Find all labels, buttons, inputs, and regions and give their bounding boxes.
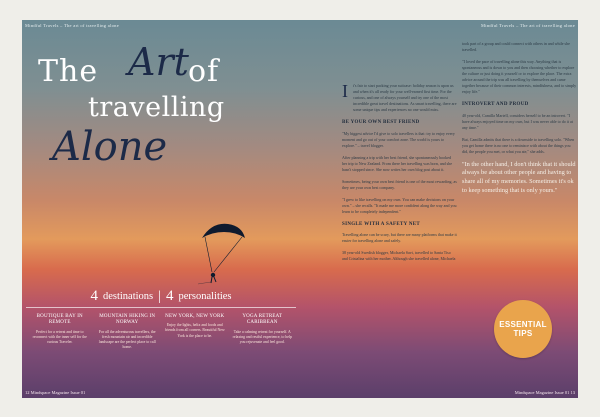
subheading: INTROVERT AND PROUD <box>462 102 529 107</box>
pull-quote-text: "In the other hand, I don't think that it should always be about other people and having to share all of my memories. Sometimes it's ok to keep something that is only yours." <box>462 160 576 194</box>
badge-line-2: TIPS <box>513 329 533 338</box>
running-header-right: Mindful Travels – The art of travelling alone <box>480 23 575 28</box>
title-alone: Alone <box>52 124 168 170</box>
feature-item <box>229 314 297 350</box>
pull-quote <box>462 161 577 196</box>
heading-separator: | <box>158 288 161 304</box>
article-column-2 <box>462 41 577 202</box>
paragraph: "My biggest advice I'd give to solo travellers is that: try to enjoy every moment and go out of your comfort zone. The world is yours to explore." – travel blogger. <box>342 130 455 148</box>
parachute-icon <box>198 220 248 290</box>
article-column-1 <box>342 83 457 268</box>
running-header-left: Mindful Travels – The art of travelling alone <box>25 23 120 28</box>
subheading: BE YOUR OWN BEST FRIEND <box>342 120 420 125</box>
destinations-label: destinations <box>102 291 154 302</box>
features-heading <box>26 288 296 308</box>
feature-text: Take a calming retreat for yourself. A relaxing and restful experience, to help you rejuvenate and feel good. <box>232 329 292 344</box>
left-page <box>22 20 300 398</box>
footer-right: Mindspace Magazine Issue 01 13 <box>514 390 575 395</box>
feature-text: Enjoy the lights, helix and foods and friends from all corners. Beautiful New York is the place to be. <box>164 323 225 338</box>
features-section <box>26 288 296 350</box>
title-art: Art <box>128 40 189 84</box>
footer-left: 12 Mindspace Magazine Issue 01 <box>25 390 86 395</box>
paragraph: took part of a group and could connect with others in and while she travelled. <box>462 41 570 52</box>
paragraph: After planning a trip with her best friend, she spontaneously booked her trip to New Zealand. From there her travelling was born, and she hasn't stopped since. She now writes her own blog post about it. <box>342 154 452 172</box>
paragraph: "I loved the pace of travelling alone this way. Anything that is spontaneous and is down to you and then choosing whether to explore the culture or just doing it yourself or to explore the place. The extra advice around the trip was all travelling by themselves and came together because of their common interests, mindfulness, and to simply enjoy life." <box>462 59 577 94</box>
feature-columns <box>26 314 296 350</box>
feature-title: BOUTIQUE BAY IN REMOTE <box>36 314 83 326</box>
title-the: The <box>38 54 99 89</box>
feature-text: Perfect for a retreat and time to reconnect with the inner self for the curious Traveler. <box>32 329 87 344</box>
feature-title: NEW YORK, NEW YORK <box>165 314 225 319</box>
destinations-count: 4 <box>90 288 98 304</box>
paragraph: But, Camilla admits that there is a downside to travelling solo. "When you get home there is no one to reminisce with about the things you did, the people you met, or what you ate," she adds. <box>462 136 575 154</box>
feature-item <box>161 314 229 350</box>
essential-tips-badge <box>494 300 552 358</box>
subheading: SINGLE WITH A SAFETY NET <box>342 221 421 227</box>
right-page <box>300 20 578 398</box>
lead-paragraph <box>342 83 457 113</box>
feature-item <box>94 314 162 350</box>
badge-line-1: ESSENTIAL <box>499 320 547 329</box>
paragraph: "I grew to like travelling on my own. You can make decisions on your own." – she recalls. "It made me more confident along the way and you learn to be completely independent." <box>342 196 457 214</box>
paragraph: 38 year-old Swedish blogger, Michaela Savi, travelled to Santa Tiso and Cristalina with her mother. Although she travelled alone, Michaela <box>342 250 456 261</box>
paragraph: Travelling alone can be scary, but there are many platforms that make it easier for travelling alone and safely. <box>342 232 457 243</box>
personalities-count: 4 <box>165 288 174 304</box>
title-of: of <box>188 54 220 89</box>
magazine-spread <box>22 20 578 398</box>
lead-text: t's fair to start packing your suitcase: holiday season is upon us and when it's all ready for your well-earned first time. For the curious, and one of always yourself and try one of the most incredible great travel destinations. As smart travelling, there are some unique tips and experiences no one would miss. <box>353 83 457 112</box>
paragraph: Sometimes, being your own best friend is one of the most rewarding, as they are your own best company. <box>342 178 457 190</box>
feature-title: MOUNTAIN HIKING IN NORWAY <box>99 314 156 326</box>
feature-text: For all the adventurous travellers, the fresh mountain air and incredible landscape are the perfect place to call home. <box>98 329 156 349</box>
paragraph: 40 year-old, Camilla Martell, considers herself to be an introvert. "I have always enjoyed time on my own, but I was never able to do it at any time." <box>462 112 573 130</box>
feature-title: YOGA RETREAT CARIBBEAN <box>242 314 283 326</box>
feature-item <box>26 314 94 350</box>
personalities-label: personalities <box>178 291 232 302</box>
drop-cap: I <box>342 81 348 101</box>
title-travelling: travelling <box>88 92 225 123</box>
